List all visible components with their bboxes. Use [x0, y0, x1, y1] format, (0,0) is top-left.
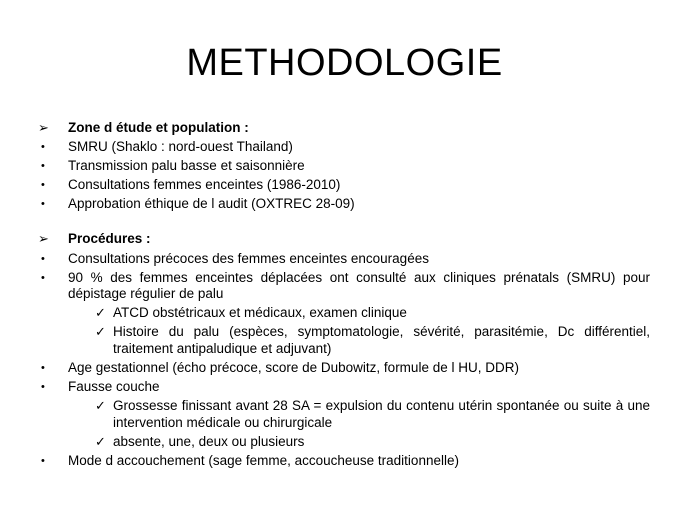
list-item-text: Consultations précoces des femmes enceintes encouragées — [68, 250, 429, 266]
list-item — [38, 139, 650, 156]
bullet-icon: • — [41, 271, 45, 284]
list-item — [38, 251, 650, 268]
bullet-icon: • — [41, 381, 45, 394]
slide-body — [38, 120, 650, 472]
section-heading-text: Zone d étude et population : — [68, 120, 249, 135]
slide-title: METHODOLOGIE — [186, 42, 503, 84]
sub-list-item-text: absente, une, deux ou plusieurs — [113, 433, 305, 449]
list-item-text: SMRU (Shaklo : nord-ouest Thailand) — [68, 139, 293, 155]
list-item — [38, 177, 650, 194]
list-item — [38, 158, 650, 175]
list-item-text: 90 % des femmes enceintes déplacées ont consulté aux cliniques prénatals (SMRU) pour dépistage régulier de palu — [68, 269, 650, 302]
checkmark-icon: ✓ — [95, 433, 106, 449]
list-item — [38, 360, 650, 377]
bullet-icon: • — [41, 252, 45, 265]
sub-list-item-text: Histoire du palu (espèces, symptomatologie, sévérité, parasitémie, Dc différentiel, traitement antipaludique et adjuvant) — [113, 324, 650, 356]
bullet-icon: • — [41, 179, 45, 192]
bullet-icon: • — [41, 361, 45, 374]
list-item-text: Transmission palu basse et saisonnière — [68, 158, 305, 174]
sub-list-item — [38, 434, 650, 451]
sub-list-item — [38, 305, 650, 322]
list-item — [38, 453, 650, 470]
section-heading-procedures — [38, 231, 650, 248]
section-heading-text: Procédures : — [68, 231, 151, 247]
sub-list-item-text: ATCD obstétricaux et médicaux, examen clinique — [113, 305, 407, 321]
sub-list-item-text: Grossesse finissant avant 28 SA = expulsion du contenu utérin spontanée ou suite à une intervention médicale ou chirurgicale — [113, 398, 650, 430]
list-item-text: Approbation éthique de l audit (OXTREC 28-09) — [68, 196, 355, 212]
list-item-text: Mode d accouchement (sage femme, accoucheuse traditionnelle) — [68, 452, 459, 468]
bullet-icon: • — [41, 198, 45, 211]
section-spacer — [38, 215, 650, 231]
list-item-text: Fausse couche — [68, 379, 160, 395]
checkmark-icon: ✓ — [95, 305, 106, 321]
arrow-bullet-icon: ➢ — [38, 120, 49, 135]
section-heading-zone — [38, 120, 650, 137]
bullet-icon: • — [41, 454, 45, 467]
list-item — [38, 270, 650, 303]
checkmark-icon: ✓ — [95, 398, 106, 414]
list-item-text: Age gestationnel (écho précoce, score de Dubowitz, formule de l HU, DDR) — [68, 359, 519, 375]
sub-list-item — [38, 398, 650, 431]
list-item — [38, 196, 650, 213]
bullet-icon: • — [41, 141, 45, 154]
list-item-text: Consultations femmes enceintes (1986-2010) — [68, 177, 341, 193]
arrow-bullet-icon: ➢ — [38, 231, 49, 247]
checkmark-icon: ✓ — [95, 324, 106, 340]
sub-list-item — [38, 324, 650, 357]
list-item — [38, 379, 650, 396]
bullet-icon: • — [41, 160, 45, 173]
